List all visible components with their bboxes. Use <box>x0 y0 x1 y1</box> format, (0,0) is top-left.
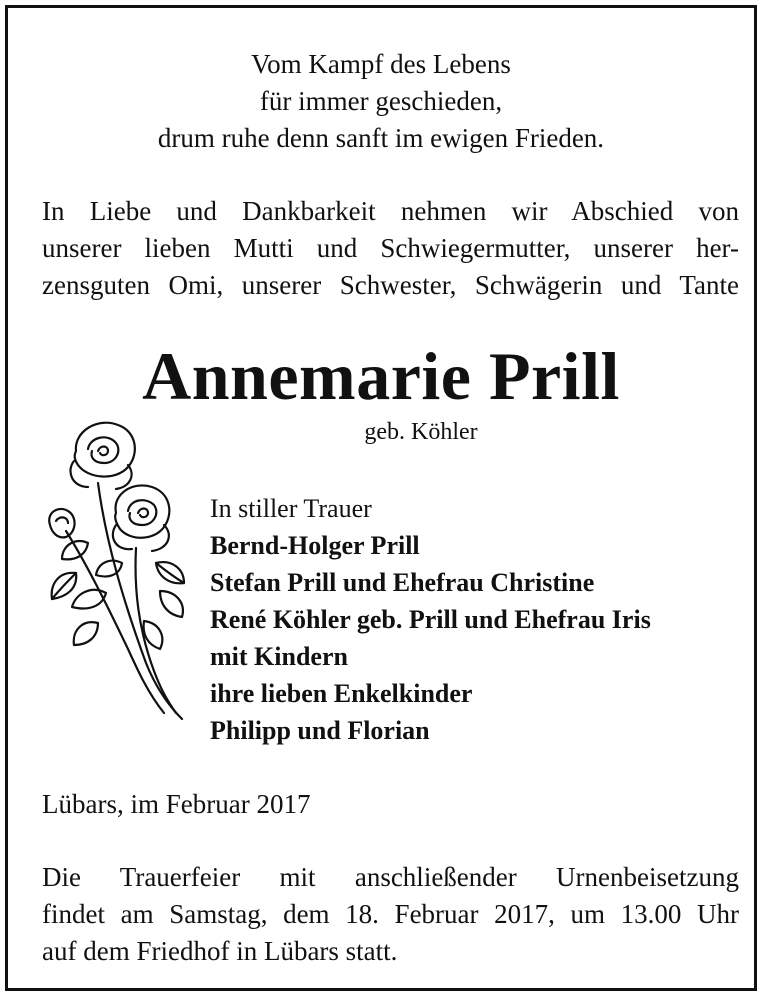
intro-text <box>42 193 739 304</box>
mourner-name: Philipp und Florian <box>210 716 430 745</box>
mourners-list <box>210 490 651 749</box>
poem <box>8 46 754 157</box>
deceased-name: Annemarie Prill <box>142 338 620 414</box>
poem-line: Vom Kampf des Lebens <box>251 49 511 79</box>
rose-icon <box>36 413 196 733</box>
poem-line: für immer geschieden, <box>259 86 503 116</box>
maiden-name: geb. Köhler <box>364 419 478 445</box>
mourner-name: Bernd-Holger Prill <box>210 531 420 560</box>
intro-line: zensguten Omi, unserer Schwester, Schwägerin und Tante <box>42 270 739 300</box>
mourners-heading: In stiller Trauer <box>210 494 372 523</box>
mourner-name: mit Kindern <box>210 642 348 671</box>
intro-line: In Liebe und Dankbarkeit nehmen wir Abschied von <box>42 196 739 226</box>
obituary-frame <box>5 5 757 991</box>
notice-line: auf dem Friedhof in Lübars statt. <box>42 936 398 966</box>
mourner-name: Stefan Prill und Ehefrau Christine <box>210 568 595 597</box>
mourner-name: ihre lieben Enkelkinder <box>210 679 473 708</box>
intro-line: unserer lieben Mutti und Schwiegermutter, unserer her- <box>42 233 739 263</box>
poem-line: drum ruhe denn sanft im ewigen Frieden. <box>157 123 605 153</box>
notice-line: findet am Samstag, dem 18. Februar 2017, um 13.00 Uhr <box>42 899 739 929</box>
funeral-notice <box>42 859 739 970</box>
mourner-name: René Köhler geb. Prill und Ehefrau Iris <box>210 605 651 634</box>
notice-line: Die Trauerfeier mit anschließender Urnenbeisetzung <box>42 862 739 892</box>
place-date: Lübars, im Februar 2017 <box>42 789 311 819</box>
